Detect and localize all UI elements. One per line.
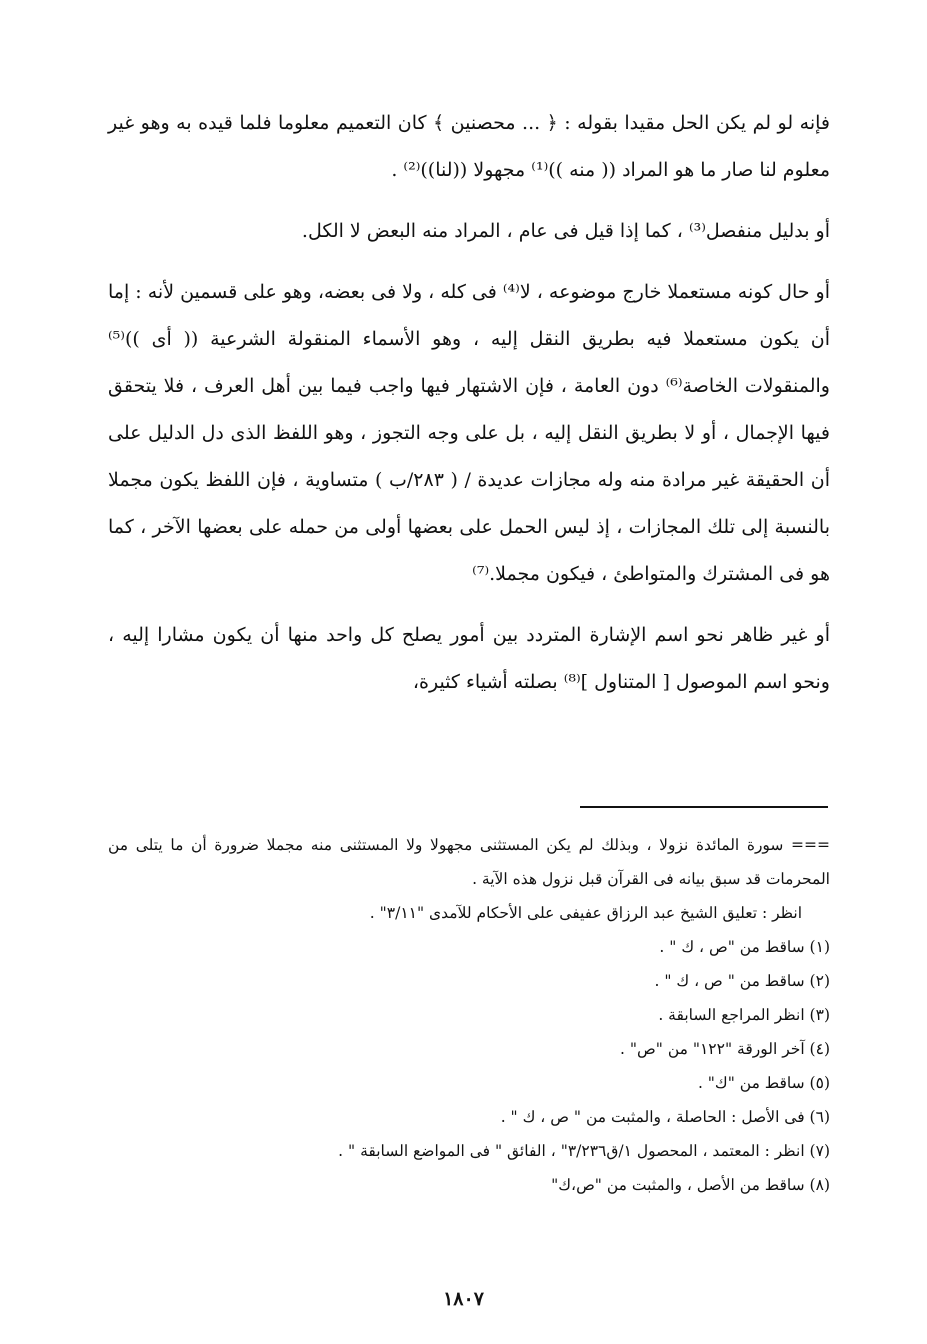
page-number: ١٨٠٧: [443, 1288, 484, 1310]
footnote-5: (٥) ساقط من "ك" .: [697, 1074, 830, 1092]
paragraph-3: أو حال كونه مستعملا خارج موضوعه ، لا⁽⁴⁾ فى كله ، ولا فى بعضه، وهو على قسمين لأنه : إما أن يكون مستعملا فيه بطريق النقل إليه ، وهو الأسماء المنقولة الشرعية (( أى ))⁽⁵⁾ والمنقولات الخاصة⁽⁶⁾ دون العامة ، فإن الاشتهار فيها واجب فيما بين أهل العرف ، فلا يتحقق فيها الإجمال ، أو لا بطريق النقل إليه ، بل على وجه التجوز ، وهو اللفظ الذى دل الدليل على أن الحقيقة غير مرادة منه وله مجازات عديدة / ( ٢٨٣/ب ) متساوية ، فإن اللفظ يكون مجملا بالنسبة إلى تلك المجازات ، إذ ليس الحمل على بعضها أولى من حمله على بعضها الآخر ، كما هو فى المشترك والمتواطئ ، فيكون مجملا.⁽⁷⁾: [108, 281, 830, 585]
footnote-1: (١) ساقط من "ص ، ك " .: [659, 938, 830, 956]
footnote-3: (٣) انظر المراجع السابقة .: [658, 1006, 830, 1024]
footnote-6: (٦) فى الأصل : الحاصلة ، والمثبت من " ص ، ك " .: [500, 1108, 830, 1126]
main-text: [108, 100, 830, 706]
footnote-7: (٧) انظر : المعتمد ، المحصول ١/ق٣/٢٣٦" ، الفائق " فى المواضع السابقة " .: [338, 1142, 830, 1160]
footnote-continuation: === سورة المائدة نزولا ، وبذلك لم يكن المستثنى مجهولا ولا المستثنى منه مجملا ضرورة أن ما يتلى من المحرمات قد سبق بيانه فى القرآن قبل نزول هذه الآية .: [108, 836, 830, 888]
footnote-2: (٢) ساقط من " ص ، ك " .: [654, 972, 830, 990]
footnote-4: (٤) آخر الورقة "١٢٢" من "ص" .: [620, 1040, 830, 1058]
paragraph-1: فإنه لو لم يكن الحل مقيدا بقوله : ﴿ ... محصنين ﴾ كان التعميم معلوما فلما قيده به وهو غير معلوم لنا صار ما هو المراد (( منه ))⁽¹⁾ مجهولا ((لنا))⁽²⁾ .: [108, 112, 830, 181]
footnote-reference: انظر : تعليق الشيخ عبد الرزاق عفيفى على الأحكام للآمدى "٣/١١" .: [369, 904, 802, 922]
footnote-separator: [580, 806, 828, 808]
footnotes: [108, 828, 830, 1202]
paragraph-4: أو غير ظاهر نحو اسم الإشارة المتردد بين أمور يصلح كل واحد منها أن يكون مشارا إليه ، ونحو اسم الموصول [ المتناول ]⁽⁸⁾ بصلته أشياء كثيرة،: [108, 624, 830, 693]
footnote-8: (٨) ساقط من الأصل ، والمثبت من "ص،ك": [551, 1176, 830, 1194]
paragraph-2: أو بدليل منفصل⁽³⁾ ، كما إذا قيل فى عام ، المراد منه البعض لا الكل.: [301, 220, 830, 242]
